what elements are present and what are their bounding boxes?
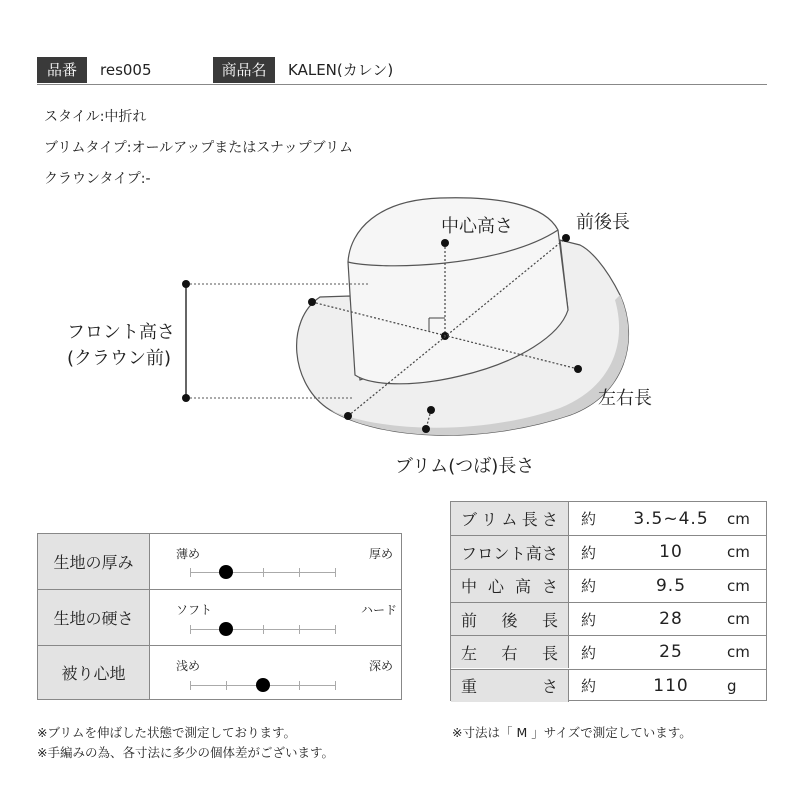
size-row-value: 25 [659, 642, 683, 663]
front-back-dot-front [344, 412, 352, 420]
brim-type-text: ブリムタイプ:オールアップまたはスナップブリム [44, 140, 354, 156]
size-row-unit: g [727, 676, 737, 695]
slider-tick [335, 568, 336, 577]
size-row [451, 502, 766, 535]
size-row-label: フ ロ ン ト 高 さ [451, 536, 569, 568]
front-back-label: 前後長 [576, 212, 630, 233]
product-name-value: KALEN(カレン) [288, 61, 394, 79]
size-row [451, 569, 766, 602]
size-row [451, 635, 766, 668]
product-code-value: res005 [100, 61, 152, 79]
style-text: スタイル:中折れ [44, 109, 147, 125]
size-row [451, 669, 766, 702]
fabric-row-label: 生地の硬さ [38, 590, 150, 645]
fabric-row-label: 被り心地 [38, 646, 150, 699]
front-height-label: フロント高さ [67, 322, 175, 343]
fabric-table [37, 533, 402, 700]
slider-tick [335, 625, 336, 634]
slider-knob [256, 678, 270, 692]
size-row-unit: cm [727, 543, 750, 562]
size-row-label: 重 さ [451, 670, 569, 702]
size-row-value: 110 [653, 675, 689, 696]
brim-length-label: ブリム(つば)長さ [395, 456, 535, 477]
front-height-dot-bottom [182, 394, 190, 402]
size-row-prefix: 約 [581, 610, 597, 629]
slider-tick [335, 681, 336, 690]
note-brim-measure: ※ブリムを伸ばした状態で測定しております。 [37, 725, 296, 740]
slider-right-label: ハード [361, 603, 398, 617]
front-height-dot-top [182, 280, 190, 288]
slider-tick [299, 625, 300, 634]
size-row-label: 中 心 高 さ [451, 570, 569, 602]
product-code-tag: 品番 [37, 57, 87, 83]
slider-right-label: 深め [369, 659, 394, 673]
size-row [451, 602, 766, 635]
left-right-dot-left [308, 298, 316, 306]
slider-left-label: ソフト [176, 603, 213, 617]
size-row-prefix: 約 [581, 510, 597, 529]
size-table [450, 501, 767, 701]
slider-tick [263, 568, 264, 577]
slider-tick [190, 625, 191, 634]
size-row-prefix: 約 [581, 643, 597, 662]
note-handmade: ※手編みの為、各寸法に多少の個体差がございます。 [37, 745, 334, 760]
front-back-dot-back [562, 234, 570, 242]
size-row-unit: cm [727, 509, 750, 528]
size-row-label: 左 右 長 [451, 636, 569, 668]
size-row-unit: cm [727, 576, 750, 595]
slider-right-label: 厚め [369, 547, 394, 561]
slider-tick [226, 681, 227, 690]
size-row-value: 28 [659, 609, 683, 630]
size-row-label: ブ リ ム 長 さ [451, 502, 569, 535]
size-row-unit: cm [727, 610, 750, 629]
size-row-prefix: 約 [581, 577, 597, 596]
note-size: ※寸法は「 M 」サイズで測定しています。 [452, 725, 692, 740]
brim-length-dot-top [427, 406, 435, 414]
slider-left-label: 浅め [176, 659, 201, 673]
fabric-row-thickness [38, 534, 401, 589]
slider-tick [263, 625, 264, 634]
size-row-unit: cm [727, 643, 750, 662]
size-row-prefix: 約 [581, 543, 597, 562]
size-row [451, 535, 766, 568]
size-row-value: 9.5 [655, 575, 687, 596]
left-right-label: 左右長 [598, 388, 652, 409]
center-height-dot [441, 239, 449, 247]
slider-tick [299, 568, 300, 577]
product-name-tag: 商品名 [213, 57, 275, 83]
fabric-row-hardness [38, 589, 401, 645]
slider-tick [190, 568, 191, 577]
slider-left-label: 薄め [176, 547, 201, 561]
fabric-row-label: 生地の厚み [38, 534, 150, 589]
slider-tick [190, 681, 191, 690]
slider-tick [299, 681, 300, 690]
center-height-label: 中心高さ [441, 216, 513, 237]
slider-knob [219, 565, 233, 579]
size-row-value: 10 [659, 542, 683, 563]
fabric-row-fit [38, 645, 401, 699]
crown-type-text: クラウンタイプ:- [44, 171, 151, 187]
size-row-prefix: 約 [581, 677, 597, 696]
brim-length-dot-bottom [422, 425, 430, 433]
size-row-value: 3.5~4.5 [633, 508, 709, 529]
slider-knob [219, 622, 233, 636]
front-height-sub-label: (クラウン前) [67, 348, 172, 369]
size-row-label: 前 後 長 [451, 603, 569, 635]
left-right-dot-right [574, 365, 582, 373]
